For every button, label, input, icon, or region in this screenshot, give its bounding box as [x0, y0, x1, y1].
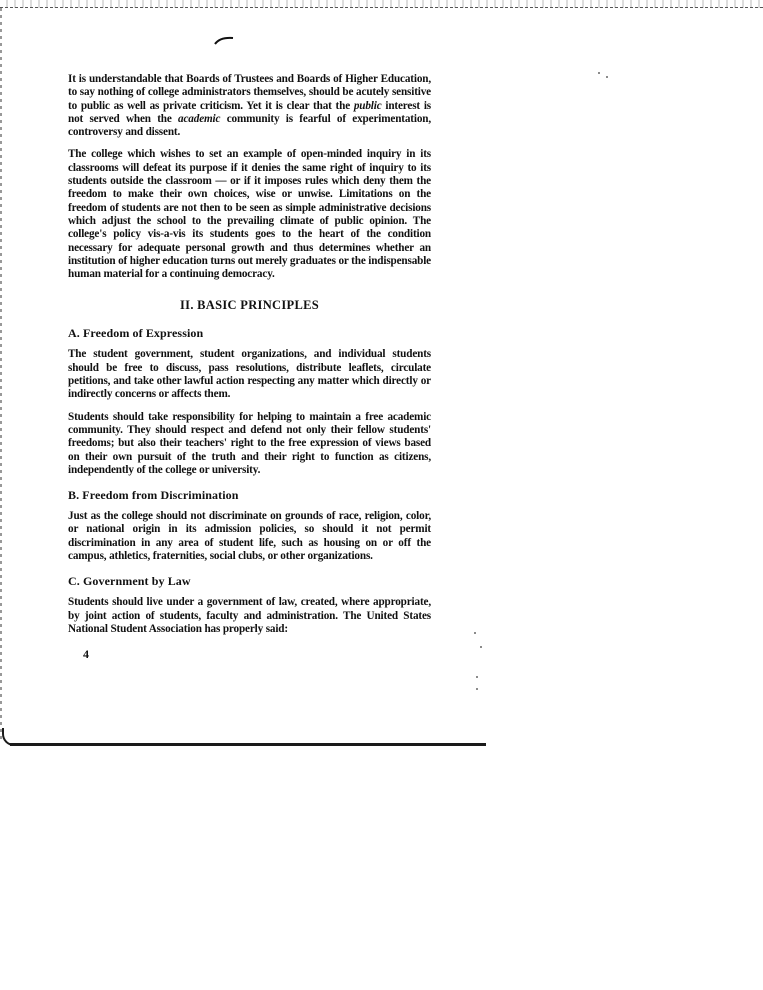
subheading-freedom-from-discrimination: B. Freedom from Discrimination	[68, 488, 239, 503]
paragraph-discrimination: Just as the college should not discriminate on grounds of race, religion, color, or national origin in its admission policies, so should it not permit discrimination in any area of student life, such as housing on or off the campus, athletics, fraternities, social clubs, or other organizations.	[68, 510, 431, 563]
scan-speck	[474, 632, 476, 634]
intro-paragraph-2: The college which wishes to set an example of open-minded inquiry in its classrooms will defeat its purpose if it denies the same right of inquiry to its students outside the classroom — or if it imposes rules which deny them the freedom to make their own choices, wise or unwise. Limitations on the freedom of students are not then to be seen as simple administrative decisions which adjust the school to the prevailing climate of public opinion. The college's policy vis-a-vis its students goes to the heart of the condition necessary for adequate personal growth and thus determines whether an institution of higher education turns out merely graduates or the indispensable human material for a continuing democracy.	[68, 148, 431, 281]
paragraph-expression-1: The student government, student organizations, and individual students should be free to discuss, pass resolutions, distribute leaflets, circulate petitions, and take other lawful action respecting any matter which directly or indirectly concerns or affects them.	[68, 348, 431, 401]
scan-speck	[480, 646, 482, 648]
scan-top-edge	[0, 0, 763, 8]
document-body	[68, 73, 431, 662]
scan-speck	[606, 76, 608, 78]
scan-speck	[476, 688, 478, 690]
paragraph-government-by-law: Students should live under a government of law, created, where appropriate, by joint action of students, faculty and administration. The United States National Student Association has properly said:	[68, 596, 431, 635]
page-number: 4	[83, 647, 89, 662]
scan-speck	[598, 72, 600, 74]
pen-mark-icon	[214, 35, 234, 45]
section-title: II. BASIC PRINCIPLES	[179, 298, 320, 313]
scan-bottom-rule	[10, 743, 486, 746]
subheading-freedom-of-expression: A. Freedom of Expression	[68, 326, 204, 341]
scan-left-edge	[0, 8, 2, 743]
scan-speck	[476, 676, 478, 678]
subheading-government-by-law: C. Government by Law	[68, 574, 191, 589]
intro-paragraph-1: It is understandable that Boards of Trustees and Boards of Higher Education, to say nothing of college administrators themselves, should be acutely sensitive to public as well as private criticism. Yet it is clear that the public interest is not served when the academic community is fearful of experimentation, controversy and dissent.	[68, 73, 431, 139]
paragraph-expression-2: Students should take responsibility for helping to maintain a free academic community. They should respect and defend not only their fellow students' freedoms; but also their teachers' right to the free expression of views based on their own pursuit of the truth and their right to function as citizens, independently of the college or university.	[68, 410, 431, 476]
